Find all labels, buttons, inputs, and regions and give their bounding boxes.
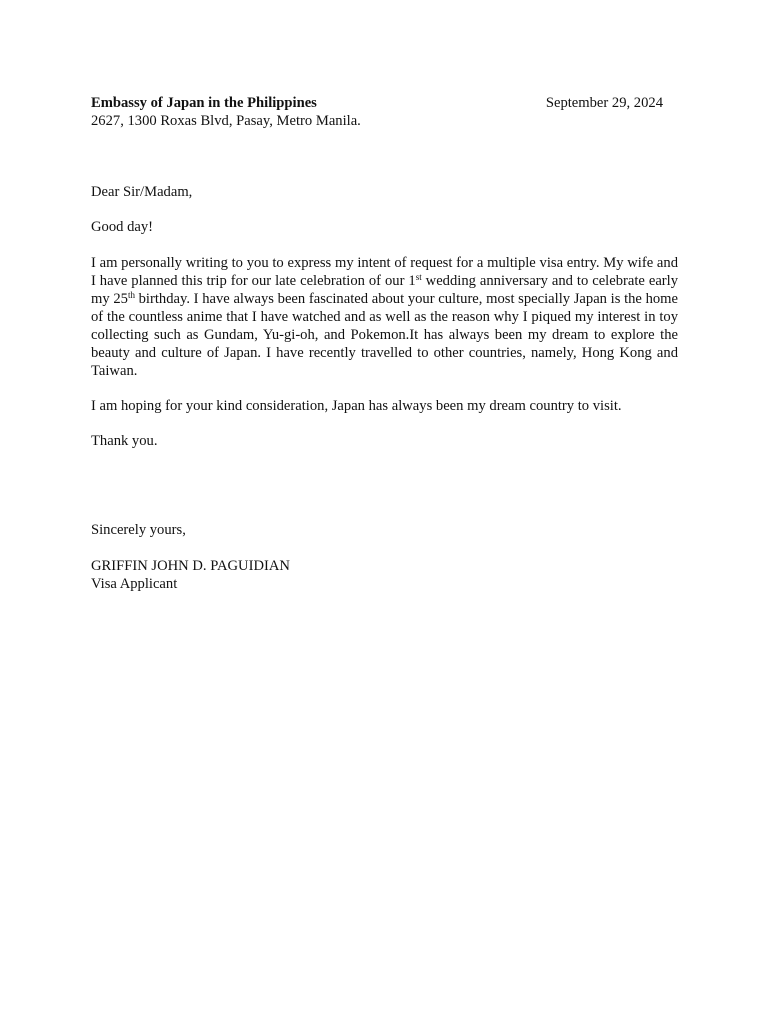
main-paragraph	[91, 254, 678, 380]
hope-paragraph: I am hoping for your kind consideration, Japan has always been my dream country to visit.	[91, 398, 622, 414]
salutation: Dear Sir/Madam,	[91, 184, 193, 200]
signer-title: Visa Applicant	[91, 576, 178, 592]
ordinal-suffix-2: th	[127, 290, 135, 300]
greeting: Good day!	[91, 219, 154, 235]
signature-block	[91, 557, 678, 593]
thanks-line: Thank you.	[91, 433, 158, 449]
ordinal-suffix-1: st	[415, 272, 422, 282]
recipient-address: 2627, 1300 Roxas Blvd, Pasay, Metro Manila.	[91, 113, 361, 129]
main-paragraph-part-1: I am personally writing to you to express my intent of request for a multiple visa entry. My wife and I have planned this trip for our late celebration of our 1	[91, 255, 678, 289]
letter-header	[91, 94, 663, 130]
signer-name: GRIFFIN JOHN D. PAGUIDIAN	[91, 558, 290, 574]
closing-line: Sincerely yours,	[91, 522, 186, 538]
recipient-name: Embassy of Japan in the Philippines	[91, 95, 317, 111]
main-paragraph-part-2: wedding anniversary and to celebrate early my 25	[91, 273, 679, 307]
main-paragraph-part-3: birthday. I have always been fascinated about your culture, most specially Japan is the home of the countless anime that I have watched and as well as the reason why I piqued my interest in toy collecting such as Gundam, Yu-gi-oh, and Pokemon.It has always been my dream to explore the beauty and culture of Japan. I have recently travelled to other countries, namely, Hong Kong and Taiwan.	[91, 291, 679, 379]
letter-date: September 29, 2024	[545, 95, 663, 111]
